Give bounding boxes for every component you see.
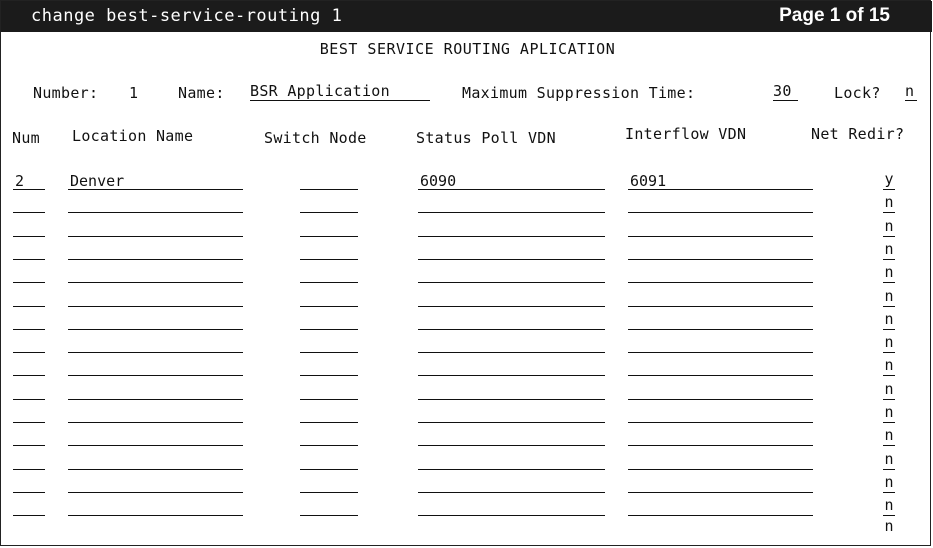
form-title: BEST SERVICE ROUTING APLICATION (319, 40, 616, 58)
header-location-name: Location Name (72, 127, 194, 145)
net-redir-field[interactable]: n (884, 239, 894, 258)
status-poll-vdn-field[interactable] (418, 498, 605, 516)
table-row (1, 428, 932, 452)
net-redir-field[interactable]: n (884, 449, 894, 468)
location-name-field[interactable] (68, 289, 243, 307)
switch-node-field[interactable] (300, 382, 358, 400)
interflow-vdn-field[interactable] (628, 242, 813, 260)
location-name-field[interactable] (68, 428, 243, 446)
num-field[interactable] (13, 335, 45, 353)
num-field[interactable]: 2 (13, 172, 45, 190)
net-redir-field[interactable]: n (884, 193, 894, 212)
switch-node-field[interactable] (300, 475, 358, 493)
status-poll-vdn-field[interactable] (418, 358, 605, 376)
table-row (1, 286, 932, 313)
net-redir-field[interactable]: y (884, 170, 894, 188)
table-row (1, 498, 932, 522)
switch-node-field[interactable] (300, 265, 358, 283)
lock-label: Lock? (834, 84, 881, 102)
net-redir-field[interactable]: n (884, 309, 894, 328)
table-row (1, 379, 932, 406)
header-net-redir: Net Redir? (811, 125, 905, 143)
net-redir-field[interactable]: n (884, 403, 894, 421)
table-row (1, 309, 932, 336)
status-poll-vdn-field[interactable] (418, 428, 605, 446)
num-field[interactable] (13, 219, 45, 237)
status-poll-vdn-field[interactable] (418, 219, 605, 237)
status-poll-vdn-field[interactable] (418, 335, 605, 353)
net-redir-field[interactable]: n (884, 472, 894, 491)
num-field[interactable] (13, 265, 45, 283)
num-field[interactable] (13, 289, 45, 307)
status-poll-vdn-field[interactable] (418, 382, 605, 400)
interflow-vdn-field[interactable] (628, 195, 813, 213)
num-field[interactable] (13, 195, 45, 213)
location-name-field[interactable]: Denver (68, 172, 243, 190)
location-name-field[interactable] (68, 312, 243, 330)
location-name-field[interactable] (68, 452, 243, 470)
interflow-vdn-field[interactable] (628, 289, 813, 307)
net-redir-field[interactable]: n (884, 496, 894, 515)
location-name-field[interactable] (68, 358, 243, 376)
interflow-vdn-field[interactable] (628, 498, 813, 516)
interflow-vdn-field[interactable] (628, 358, 813, 376)
max-suppression-field[interactable]: 30 (773, 82, 798, 101)
interflow-vdn-field[interactable] (628, 265, 813, 283)
num-field[interactable] (13, 242, 45, 260)
status-poll-vdn-field[interactable] (418, 265, 605, 283)
num-field[interactable] (13, 405, 45, 423)
interflow-vdn-field[interactable] (628, 219, 813, 237)
interflow-vdn-field[interactable] (628, 312, 813, 330)
max-suppression-label: Maximum Suppression Time: (462, 84, 696, 102)
header-num: Num (12, 129, 40, 147)
name-field[interactable]: BSR Application (250, 82, 430, 101)
location-name-field[interactable] (68, 265, 243, 283)
status-poll-vdn-field[interactable]: 6090 (418, 172, 605, 190)
interflow-vdn-field[interactable]: 6091 (628, 172, 813, 190)
net-redir-field[interactable]: n (884, 379, 894, 398)
status-poll-vdn-field[interactable] (418, 475, 605, 493)
switch-node-field[interactable] (300, 358, 358, 376)
location-name-field[interactable] (68, 335, 243, 353)
num-field[interactable] (13, 358, 45, 376)
net-redir-field[interactable]: n (884, 333, 894, 352)
lock-field[interactable]: n (905, 82, 917, 101)
location-name-field[interactable] (68, 195, 243, 213)
title-bar (1, 1, 932, 32)
table-row (1, 449, 932, 476)
num-field[interactable] (13, 428, 45, 446)
table-row (1, 239, 932, 266)
switch-node-field[interactable] (300, 219, 358, 237)
interflow-vdn-field[interactable] (628, 335, 813, 353)
status-poll-vdn-field[interactable] (418, 289, 605, 307)
table-row (1, 405, 932, 429)
switch-node-field[interactable] (300, 242, 358, 260)
table-row (1, 172, 932, 196)
number-value: 1 (129, 84, 139, 102)
location-name-field[interactable] (68, 475, 243, 493)
interflow-vdn-field[interactable] (628, 405, 813, 423)
net-redir-field[interactable]: n (884, 216, 894, 235)
interflow-vdn-field[interactable] (628, 382, 813, 400)
status-poll-vdn-field[interactable] (418, 405, 605, 423)
number-label: Number: (33, 84, 99, 102)
switch-node-field[interactable] (300, 312, 358, 330)
location-name-field[interactable] (68, 498, 243, 516)
header-interflow-vdn: Interflow VDN (625, 125, 747, 143)
table-row (1, 265, 932, 289)
header-switch-node: Switch Node (264, 129, 367, 147)
status-poll-vdn-field[interactable] (418, 195, 605, 213)
net-redir-field[interactable]: n (884, 517, 894, 535)
name-label: Name: (178, 84, 225, 102)
table-row (1, 472, 932, 499)
switch-node-field[interactable] (300, 405, 358, 423)
net-redir-field[interactable]: n (884, 426, 894, 445)
num-field[interactable] (13, 312, 45, 330)
num-field[interactable] (13, 452, 45, 470)
switch-node-field[interactable] (300, 172, 358, 190)
page-indicator: Page 1 of 15 (779, 5, 890, 26)
switch-node-field[interactable] (300, 428, 358, 446)
net-redir-field[interactable]: n (884, 286, 894, 305)
interflow-vdn-field[interactable] (628, 475, 813, 493)
interflow-vdn-field[interactable] (628, 452, 813, 470)
location-name-field[interactable] (68, 405, 243, 423)
table-row (1, 195, 932, 219)
switch-node-field[interactable] (300, 195, 358, 213)
net-redir-field[interactable]: n (884, 356, 894, 375)
status-poll-vdn-field[interactable] (418, 452, 605, 470)
switch-node-field[interactable] (300, 452, 358, 470)
switch-node-field[interactable] (300, 335, 358, 353)
location-name-field[interactable] (68, 382, 243, 400)
command-line: change best-service-routing 1 (31, 6, 343, 26)
num-field[interactable] (13, 498, 45, 516)
switch-node-field[interactable] (300, 289, 358, 307)
num-field[interactable] (13, 382, 45, 400)
status-poll-vdn-field[interactable] (418, 312, 605, 330)
location-name-field[interactable] (68, 242, 243, 260)
table-row (1, 335, 932, 359)
switch-node-field[interactable] (300, 498, 358, 516)
num-field[interactable] (13, 475, 45, 493)
table-row (1, 216, 932, 243)
interflow-vdn-field[interactable] (628, 428, 813, 446)
net-redir-field[interactable]: n (884, 263, 894, 282)
table-row (1, 358, 932, 382)
location-name-field[interactable] (68, 219, 243, 237)
status-poll-vdn-field[interactable] (418, 242, 605, 260)
header-status-poll-vdn: Status Poll VDN (416, 129, 556, 147)
